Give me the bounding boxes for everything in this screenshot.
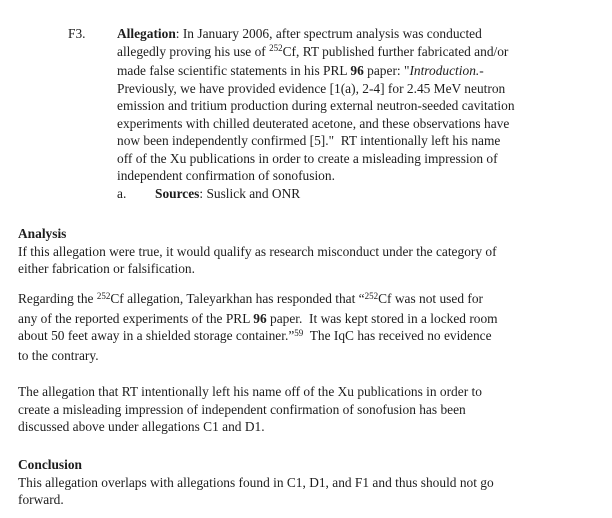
sources-label: Sources (155, 185, 200, 201)
text-line: made false scientific statements in his PRL 96 paper: "Introduction.- (117, 63, 484, 78)
text-line: forward. (18, 492, 64, 507)
sources-value: : Suslick and ONR (199, 185, 301, 201)
sources-item-marker: a. (117, 185, 127, 201)
text-line: discussed above under allegations C1 and D1. (18, 419, 265, 434)
text-line: Allegation: In January 2006, after spectrum analysis was conducted (117, 26, 482, 41)
conclusion-heading: Conclusion (18, 457, 82, 472)
text-line: to the contrary. (18, 347, 99, 363)
sources-item-text (155, 185, 300, 203)
analysis-paragraph-1 (18, 243, 592, 278)
allegation-body (117, 25, 515, 202)
text-line: off of the Xu publications in order to create a misleading impression of (117, 150, 498, 166)
conclusion-paragraph (18, 474, 592, 509)
text-line: Regarding the $^{252}$Cf allegation, Taleyarkhan has responded that “$^{252}$Cf was not used for (18, 290, 483, 306)
analysis-paragraph-3 (18, 383, 592, 436)
allegation-f3-block (68, 25, 592, 202)
text-line: The allegation that RT intentionally left his name off of the Xu publications in order to (18, 384, 482, 399)
text-line: any of the reported experiments of the PRL 96 paper. It was kept stored in a locked room (18, 310, 498, 326)
analysis-section (18, 225, 592, 436)
allegation-number: F3. (68, 26, 86, 41)
analysis-heading: Analysis (18, 226, 67, 241)
text-line: either fabrication or falsification. (18, 261, 195, 276)
conclusion-section (18, 456, 592, 509)
text-line: If this allegation were true, it would qualify as research misconduct under the category of (18, 243, 497, 259)
text-line: allegedly proving his use of $^{252}$Cf, RT published further fabricated and/or (117, 43, 509, 59)
text-line: experiments with chilled deuterated acetone, and these observations have (117, 115, 510, 131)
text-line: independent confirmation of sonofusion. (117, 168, 335, 183)
text-line: Previously, we have provided evidence [1(a), 2-4] for 2.45 MeV neutron (117, 80, 506, 96)
text-line: now been independently confirmed [5]." RT intentionally left his name (117, 133, 501, 148)
sources-line (117, 185, 515, 203)
allegation-text (117, 25, 515, 185)
text-line: create a misleading impression of independent confirmation of sonofusion has been (18, 401, 466, 417)
text-line: emission and tritium production during external neutron-seeded cavitation (117, 98, 515, 113)
text-line: This allegation overlaps with allegations found in C1, D1, and F1 and thus should not go (18, 474, 494, 490)
analysis-paragraph-2 (18, 290, 592, 364)
text-line: about 50 feet away in a shielded storage container.”$^{59}$ The IqC has received no evidence (18, 327, 492, 343)
